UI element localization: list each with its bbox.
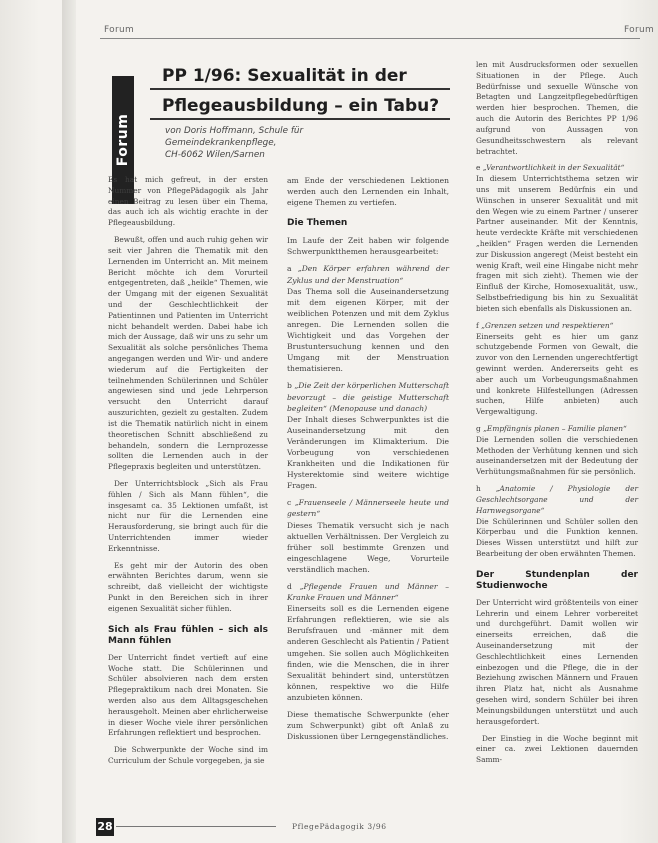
column-2 — [287, 175, 449, 748]
topic-letter: a — [287, 264, 292, 274]
section-tab-label: Forum — [115, 113, 131, 167]
topic-title: „Pflegende Frauen und Männer – Kranke Frauen und Männer“ — [287, 582, 449, 603]
paragraph: Der Unterricht findet vertieft auf eine Woche statt. Die Schülerinnen und Schüler absolvieren nach dem ersten Pflegepraktikum nach drei Monaten. Sie werden also aus dem Alltagsgeschehen herausgeholt. Meinen aber ehrlicherweise in dieser Woche viele ihrer persönlichen Erfahrungen reflektiert und besprochen. — [108, 652, 268, 738]
column-1 — [108, 175, 268, 773]
paragraph: Bewußt, offen und auch ruhig gehen wir seit vier Jahren die Thematik mit den Lernenden im Unterricht an. Mit meinem Bericht möchte ich dem Vorurteil entgegentreten, daß „heikle“ Themen, wie der Umgang mit der eigenen Sexualität und der Geschlechtlichkeit der Patientinnen und Patienten im Unterricht nicht behandelt werden. Dabei habe ich mich der Aussage, daß wir uns zu sehr um Sexualität als solche persönliches Thema angegangen werden und Wir- und andere wiederum auf die Fertigkeiten der teilnehmenden Schülerinnen und Schüler angewiesen sind und jede Lehrperson versucht den Unterricht darauf auszurichten, gezielt zu gestalten. Zudem ist die Thematik natürlich nicht in einem theoretischen Schnitt abschließend zu behandeln, sondern die Lernprozesse sollten die Lernenden auch in der Pflegepraxis begleiten und unterstützen. — [108, 235, 268, 472]
topic-body: Einerseits geht es hier um ganz schutzgebende Formen von Gewalt, die zuvor von den Lernenden ungerechtfertigt gewinnt werden. Andererseits geht es aber auch um Vorbeugungsmaßnahmen und konkrete Hilfestellungen (Adressen suchen, Hilfe anbieten) auch Vergewaltigung. — [476, 331, 638, 417]
topic-body: Das Thema soll die Auseinandersetzung mit dem eigenen Körper, mit der weiblichen Potenzen und mit dem Zyklus anregen. Die Lernenden sollen die Wichtigkeit und das Vorgehen der Brustuntersuchung kennen und den Umgang mit der Menstruation thematisieren. — [287, 286, 449, 374]
paragraph: len mit Ausdrucksformen oder sexuellen Situationen in der Pflege. Auch Bedürfnisse und sexuelle Wünsche von Betagten und Langzeitpflegebedürftigen werden hier besprochen. Themen, die auch die Autorin des Berichtes PP 1/96 aufgrund von Aussagen von Gesundheitsschwestern als relevant betrachtet. — [476, 60, 638, 156]
topic-letter: d — [287, 582, 292, 591]
article-title-line-2: Pflegeausbildung – ein Tabu? — [162, 96, 440, 116]
paragraph: Die Schwerpunkte der Woche sind im Curriculum der Schule vorgegeben, ja sie — [108, 745, 268, 765]
topic-body: Einerseits soll es die Lernenden eigene Erfahrungen reflektieren, wie sie als Berufsfrauen und -männer mit dem anderen Geschlecht als Patientin / Patient umgehen. Sie sollen auch Möglichkeiten finden, wie die Menschen, die in ihrer Sexualität behindert sind, unterstützen können, respektive wo die Hilfe anzubieten können. — [287, 604, 449, 702]
topic-title: „Frauenseele / Männerseele heute und gestern“ — [287, 498, 449, 519]
section-heading: Der Stundenplan der Studienwoche — [476, 569, 638, 591]
book-spine-shadow — [62, 0, 76, 843]
title-underline-2 — [150, 118, 450, 120]
topic-title: „Anatomie / Physiologie der Geschlechtsorgane und der Harnwegsorgane“ — [476, 484, 638, 515]
topic-item — [287, 380, 449, 491]
paragraph: Der Unterricht wird größtenteils von einer Lehrerin und einem Lehrer vorbereitet und durchgeführt. Damit wollen wir einerseits erreichen, daß die Auseinandersetzung mit der Geschlechtlichkeit eines Lernenden einbezogen und die Pflege, die in der Beziehung zwischen Männern und Frauen ihren Platz hat, nicht als Ausnahme gesehen wird, sondern Schüler bei ihren Meinungsbildungen unterstützt und auch herausgefordert. — [476, 597, 638, 726]
topic-letter: h — [476, 484, 481, 494]
paragraph: am Ende der verschiedenen Lektionen werden auch den Lernenden ein Inhalt, eigene Themen zu vertiefen. — [287, 176, 449, 208]
header-rule — [100, 38, 640, 39]
topic-item — [287, 581, 449, 703]
author-line-2: CH-6062 Wilen/Sarnen — [165, 150, 265, 160]
topic-item — [476, 321, 638, 418]
section-heading: Sich als Frau fühlen – sich als Mann fühlen — [108, 624, 268, 646]
topic-body: Die Lernenden sollen die verschiedenen Methoden der Verhütung kennen und sich auseinandersetzen mit der Bedeutung der Verhütungsmaßnahmen für sie persönlich. — [476, 434, 638, 477]
running-header-left: Forum — [104, 25, 135, 35]
topic-letter: b — [287, 381, 292, 391]
topic-title: „Grenzen setzen und respektieren“ — [481, 320, 614, 330]
author-line-1: von Doris Hoffmann, Schule für Gemeindekrankenpflege, — [165, 126, 304, 148]
paragraph: Es hat mich gefreut, in der ersten Nummer von PflegePädagogik als Jahr einen Beitrag zu lesen über ein Thema, das auch ich als wichtig erachte in der Pflegeausbildung. — [108, 175, 268, 228]
topic-item — [476, 424, 638, 478]
topic-title: „Den Körper erfahren während der Zyklus und der Menstruation“ — [287, 264, 449, 285]
footer-rule — [116, 826, 276, 827]
running-header-right: Forum — [624, 25, 655, 35]
topic-body: In diesem Unterrichtsthema setzen wir uns mit unserem Bedürfnis ein und Wünschen in unserer Sexualität und mit den Wegen wie zu einem Partner / unserer Partner auseinander. Mit der Kenntnis, heute verdeckte Kräfte mit verschiedenen „heiklen“ Fragen werden die Lernenden zur Diskussion angeregt (Meist besteht ein wenig Kraft, weil eine Hingabe nicht mehr fragen mit sich zieht). Themen wie der Einfluß der Kirche, Homosexualität, usw., Selbstbefriedigung bis hin zu Sexualität bieten sich ebenfalls als Diskussionen an. — [476, 174, 638, 313]
topic-letter: c — [287, 498, 292, 508]
title-underline-1 — [150, 88, 450, 90]
topic-title: „Empfängnis planen – Familie planen“ — [483, 424, 627, 433]
article-title-line-1: PP 1/96: Sexualität in der — [162, 66, 407, 86]
paragraph: Der Einstieg in die Woche beginnt mit einer ca. zwei Lektionen dauernden Samm- — [476, 733, 638, 765]
publication-name: PflegePädagogik 3/96 — [292, 822, 387, 831]
topic-body: Der Inhalt dieses Schwerpunktes ist die Auseinandersetzung mit den Veränderungen im Klimakterium. Die Vorbeugung von verschiedenen Krankheiten und die Indikationen für Hysterektomie sind weitere wichtige Fragen. — [287, 414, 449, 491]
topic-item — [476, 484, 638, 560]
paragraph: Diese thematische Schwerpunkte (eher zum Schwerpunkt) gibt oft Anlaß zu Diskussionen über Lerngegenständliches. — [287, 710, 449, 742]
topic-letter: g — [476, 424, 481, 433]
paragraph: Es geht mir der Autorin des oben erwähnten Berichtes darum, wenn sie schreibt, daß vielleicht der wichtigste Punkt in den Bereichen sich in ihrer eigenen Sexualität sicher fühlen. — [108, 560, 268, 613]
topic-item — [287, 497, 449, 575]
topic-item — [287, 263, 449, 374]
column-3 — [476, 60, 638, 772]
topic-letter: e — [476, 163, 481, 173]
topic-title: „Die Zeit der körperlichen Mutterschaft bevorzugt – die geistige Mutterschaft begleiten“ (Menopause und danach) — [287, 381, 449, 413]
author-line — [165, 125, 365, 161]
page-number: 28 — [96, 818, 114, 836]
topic-title: „Verantwortlichkeit in der Sexualität“ — [482, 163, 625, 173]
topic-body: Dieses Thematik versucht sich je nach aktuellen Verhältnissen. Der Vergleich zu früher soll bestimmte Grenzen und eingeschlagene Wege, Vorurteile verständlich machen. — [287, 520, 449, 574]
topic-letter: f — [476, 320, 479, 330]
topic-item — [476, 163, 638, 314]
paragraph: Der Unterrichtsblock „Sich als Frau fühlen / Sich als Mann fühlen“, die insgesamt ca. 35 Lektionen umfaßt, ist nicht nur für die Lernenden eine Herausforderung, sie bringt auch für die Unterrichtenden immer wieder Erkenntnisse. — [108, 478, 268, 553]
paragraph: Im Laufe der Zeit haben wir folgende Schwerpunktthemen herausgearbeitet: — [287, 236, 449, 257]
section-heading: Die Themen — [287, 218, 348, 229]
topic-body: Die Schülerinnen und Schüler sollen den Körperbau und die Funktion kennen. Dieses Wissen unterstützt und hilft zur Bearbeitung der oben erwähnten Themen. — [476, 516, 638, 558]
